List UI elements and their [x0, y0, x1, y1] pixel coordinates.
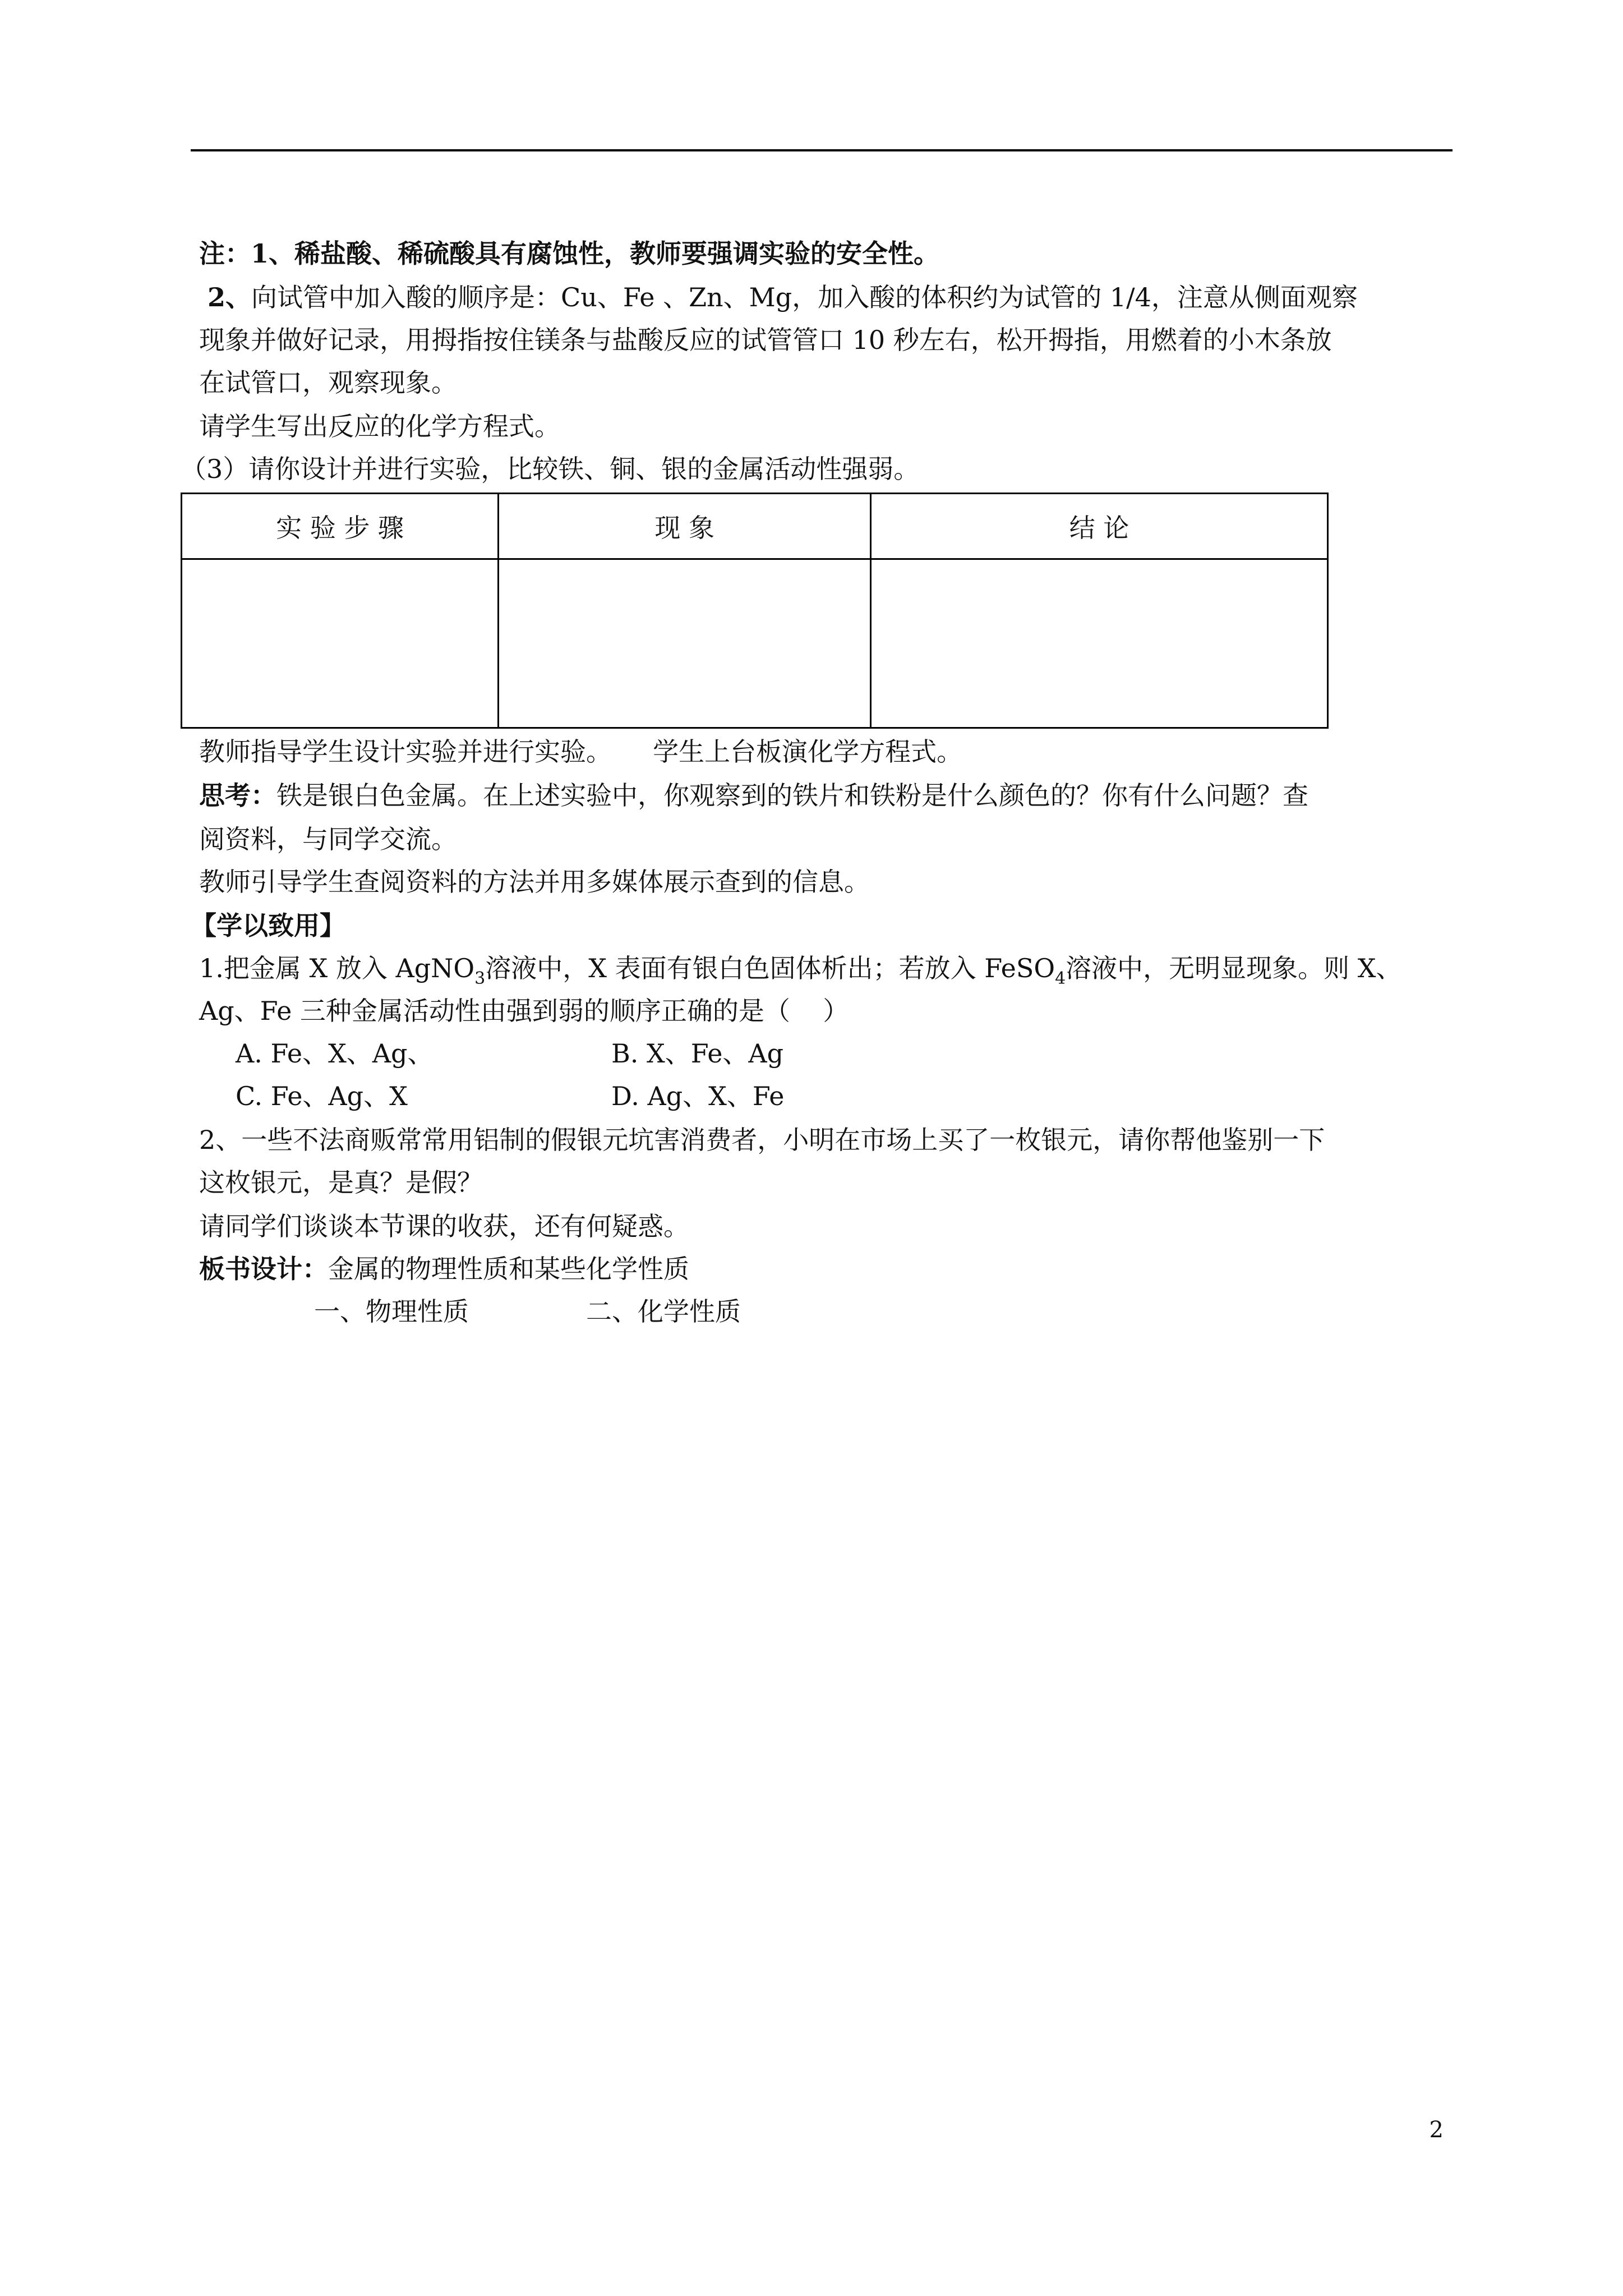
- header-rule: [191, 149, 1453, 151]
- think-line-1: [199, 779, 1308, 812]
- option-d: D. Ag、X、Fe: [611, 1081, 785, 1111]
- question-2-line-1: 2、一些不法商贩常常用铝制的假银元坑害消费者，小明在市场上买了一枚银元，请你帮他鉴别一下: [199, 1125, 1325, 1155]
- q1-sub-a: 3: [474, 969, 486, 988]
- experiment-table: [181, 493, 1329, 729]
- instruction-equation: 请学生写出反应的化学方程式。: [199, 411, 560, 441]
- teacher-guide: 教师指导学生设计实验并进行实验。 学生上台板演化学方程式。: [199, 737, 963, 767]
- think-text: 铁是银白色金属。在上述实验中，你观察到的铁片和铁粉是什么颜色的？你有什么问题？查: [276, 780, 1308, 811]
- apply-heading-text: 【学以致用】: [191, 910, 345, 941]
- q1-part-b: 溶液中，X 表面有银白色固体析出；若放入 FeSO: [485, 953, 1055, 983]
- note-label: 注：: [199, 238, 251, 269]
- task-3: （3）请你设计并进行实验，比较铁、铜、银的金属活动性强弱。: [181, 454, 920, 484]
- think-line-2: 阅资料，与同学交流。: [199, 824, 457, 854]
- cell-conclusion: [871, 559, 1328, 728]
- page-number: 2: [1429, 2117, 1444, 2143]
- board-item-1: 一、物理性质: [314, 1296, 469, 1327]
- question-2-line-2: 这枚银元，是真？是假？: [199, 1167, 483, 1198]
- header-steps: 实 验 步 骤: [182, 494, 499, 559]
- board-label: 板书设计：: [199, 1254, 328, 1284]
- header-phenomenon: 现 象: [499, 494, 871, 559]
- header-conclusion: 结 论: [871, 494, 1328, 559]
- note-item-2-label: 2、: [208, 282, 252, 312]
- q1-part-c: 溶液中，无明显现象。则 X、: [1066, 953, 1402, 983]
- table-row: [182, 559, 1328, 728]
- option-b: B. X、Fe、Ag: [611, 1038, 784, 1069]
- q1-sub-b: 4: [1055, 969, 1066, 988]
- board-title: 金属的物理性质和某些化学性质: [328, 1254, 689, 1284]
- q1-part-a: 1.把金属 X 放入 AgNO: [199, 953, 475, 983]
- note-item-1-text: 1、稀盐酸、稀硫酸具有腐蚀性，教师要强调实验的安全性。: [251, 238, 940, 269]
- note-item-2-line-3: 在试管口，观察现象。: [199, 367, 457, 398]
- reflection: 请同学们谈谈本节课的收获，还有何疑惑。: [199, 1211, 689, 1241]
- note-item-1: [199, 237, 939, 270]
- board-design: [199, 1252, 689, 1286]
- board-item-2: 二、化学性质: [586, 1296, 741, 1327]
- cell-steps: [182, 559, 499, 728]
- table-header-row: [182, 494, 1328, 559]
- teacher-media: 教师引导学生查阅资料的方法并用多媒体展示查到的信息。: [199, 867, 870, 897]
- apply-heading: [191, 909, 345, 942]
- note-item-2-line-2: 现象并做好记录，用拇指按住镁条与盐酸反应的试管管口 10 秒左右，松开拇指，用燃着的小木条放: [199, 325, 1332, 355]
- think-label: 思考：: [199, 780, 276, 811]
- question-1-line-1: [199, 951, 1402, 996]
- option-c: C. Fe、Ag、X: [236, 1081, 408, 1111]
- question-1-line-2: Ag、Fe 三种金属活动性由强到弱的顺序正确的是（ ）: [199, 996, 849, 1026]
- cell-phenomenon: [499, 559, 871, 728]
- option-a: A. Fe、X、Ag、: [236, 1038, 434, 1069]
- note-item-2-line-1: [208, 280, 1358, 314]
- note-item-2-text: 向试管中加入酸的顺序是：Cu、Fe 、Zn、Mg，加入酸的体积约为试管的 1/4，注意从侧面观察: [251, 282, 1358, 312]
